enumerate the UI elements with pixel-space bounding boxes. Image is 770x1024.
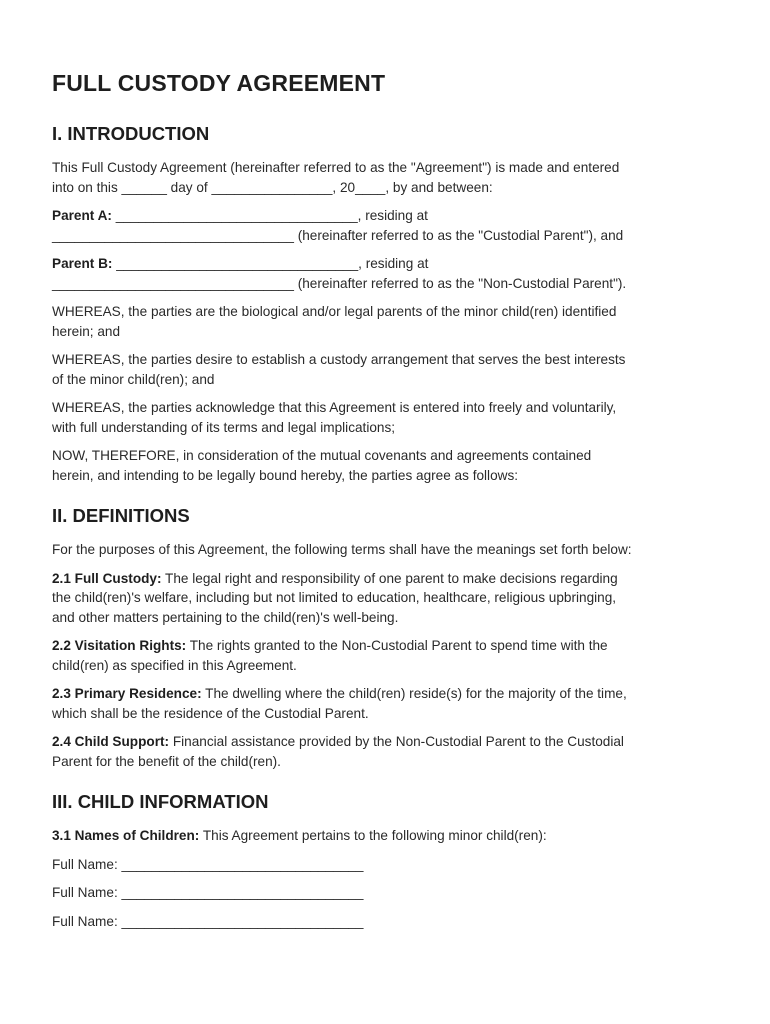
parent-b-label: Parent B:	[52, 256, 113, 271]
whereas-paragraph-1	[52, 302, 718, 341]
section-definitions	[52, 505, 718, 771]
def-1-label: 2.1 Full Custody:	[52, 570, 162, 586]
whereas-3-line-2: with full understanding of its terms and legal implications;	[52, 419, 396, 435]
definitions-heading: II. DEFINITIONS	[52, 505, 190, 526]
intro-line-2: into on this ______ day of ________________, 20____, by and between:	[52, 179, 493, 195]
intro-line-1: This Full Custody Agreement (hereinafter referred to as the "Agreement") is made and entered	[52, 160, 620, 175]
names-of-children	[52, 826, 718, 846]
def-1-line-2: the child(ren)'s welfare, including but not limited to education, healthcare, religious upbringing,	[52, 590, 617, 605]
def-2-line-2: child(ren) as specified in this Agreement.	[52, 657, 297, 673]
names-label: 3.1 Names of Children:	[52, 828, 200, 843]
def-4-label: 2.4 Child Support:	[52, 734, 170, 749]
parent-b-paragraph	[52, 254, 718, 293]
child-info-heading: III. CHILD INFORMATION	[52, 791, 269, 812]
parent-b-text: ________________________________, residing at	[112, 256, 429, 271]
document-content	[52, 70, 718, 940]
def-1-text: The legal right and responsibility of one parent to make decisions regarding	[161, 570, 618, 586]
full-name-field-2: Full Name: ________________________________	[52, 885, 364, 900]
whereas-paragraph-3	[52, 398, 718, 437]
parent-a-paragraph	[52, 206, 718, 245]
whereas-2-line-1: WHEREAS, the parties desire to establish a custody arrangement that serves the best interests	[52, 352, 626, 367]
document-title: FULL CUSTODY AGREEMENT	[52, 70, 386, 96]
names-text: This Agreement pertains to the following minor child(ren):	[199, 828, 547, 843]
definition-child-support	[52, 732, 718, 771]
definitions-lead: For the purposes of this Agreement, the following terms shall have the meanings set forth below:	[52, 542, 632, 557]
section-child-information	[52, 791, 718, 931]
def-2-text: The rights granted to the Non-Custodial Parent to spend time with the	[186, 638, 608, 653]
def-2-line-1	[52, 636, 718, 656]
def-2-label: 2.2 Visitation Rights:	[52, 638, 187, 653]
def-3-text: The dwelling where the child(ren) reside(s) for the majority of the time,	[201, 686, 627, 701]
intro-paragraph	[52, 158, 718, 197]
def-3-label: 2.3 Primary Residence:	[52, 686, 202, 701]
definition-full-custody	[52, 569, 718, 628]
whereas-paragraph-2	[52, 350, 718, 389]
def-4-line-1	[52, 732, 718, 752]
def-1-line-3: and other matters pertaining to the child(ren)'s well-being.	[52, 609, 399, 625]
whereas-2-line-2: of the minor child(ren); and	[52, 371, 215, 387]
intro-heading: I. INTRODUCTION	[52, 123, 210, 144]
whereas-1-line-1: WHEREAS, the parties are the biological and/or legal parents of the minor child(ren) identified	[52, 304, 617, 319]
parent-b-line-2: ________________________________ (hereinafter referred to as the "Non-Custodial Parent").	[52, 275, 627, 291]
full-name-field-1: Full Name: ________________________________	[52, 856, 364, 872]
parent-a-label: Parent A:	[52, 208, 112, 223]
def-3-line-2: which shall be the residence of the Custodial Parent.	[52, 705, 369, 721]
definition-visitation-rights	[52, 636, 718, 675]
parent-a-line-1	[52, 206, 718, 226]
now-therefore-paragraph	[52, 446, 718, 485]
now-line-2: herein, and intending to be legally bound hereby, the parties agree as follows:	[52, 467, 519, 483]
definition-primary-residence	[52, 684, 718, 723]
parent-b-line-1	[52, 254, 718, 274]
parent-a-line-2: ________________________________ (hereinafter referred to as the "Custodial Parent"), and	[52, 227, 624, 243]
whereas-1-line-2: herein; and	[52, 323, 121, 339]
def-3-line-1	[52, 684, 718, 704]
full-name-field-3: Full Name: ________________________________	[52, 913, 364, 929]
section-introduction	[52, 123, 718, 485]
def-1-line-1	[52, 569, 718, 589]
def-4-line-2: Parent for the benefit of the child(ren).	[52, 753, 281, 769]
whereas-3-line-1: WHEREAS, the parties acknowledge that this Agreement is entered into freely and voluntarily,	[52, 400, 617, 415]
def-4-text: Financial assistance provided by the Non-Custodial Parent to the Custodial	[169, 734, 624, 749]
now-line-1: NOW, THEREFORE, in consideration of the mutual covenants and agreements contained	[52, 448, 592, 463]
parent-a-text: ________________________________, residing at	[111, 208, 428, 223]
